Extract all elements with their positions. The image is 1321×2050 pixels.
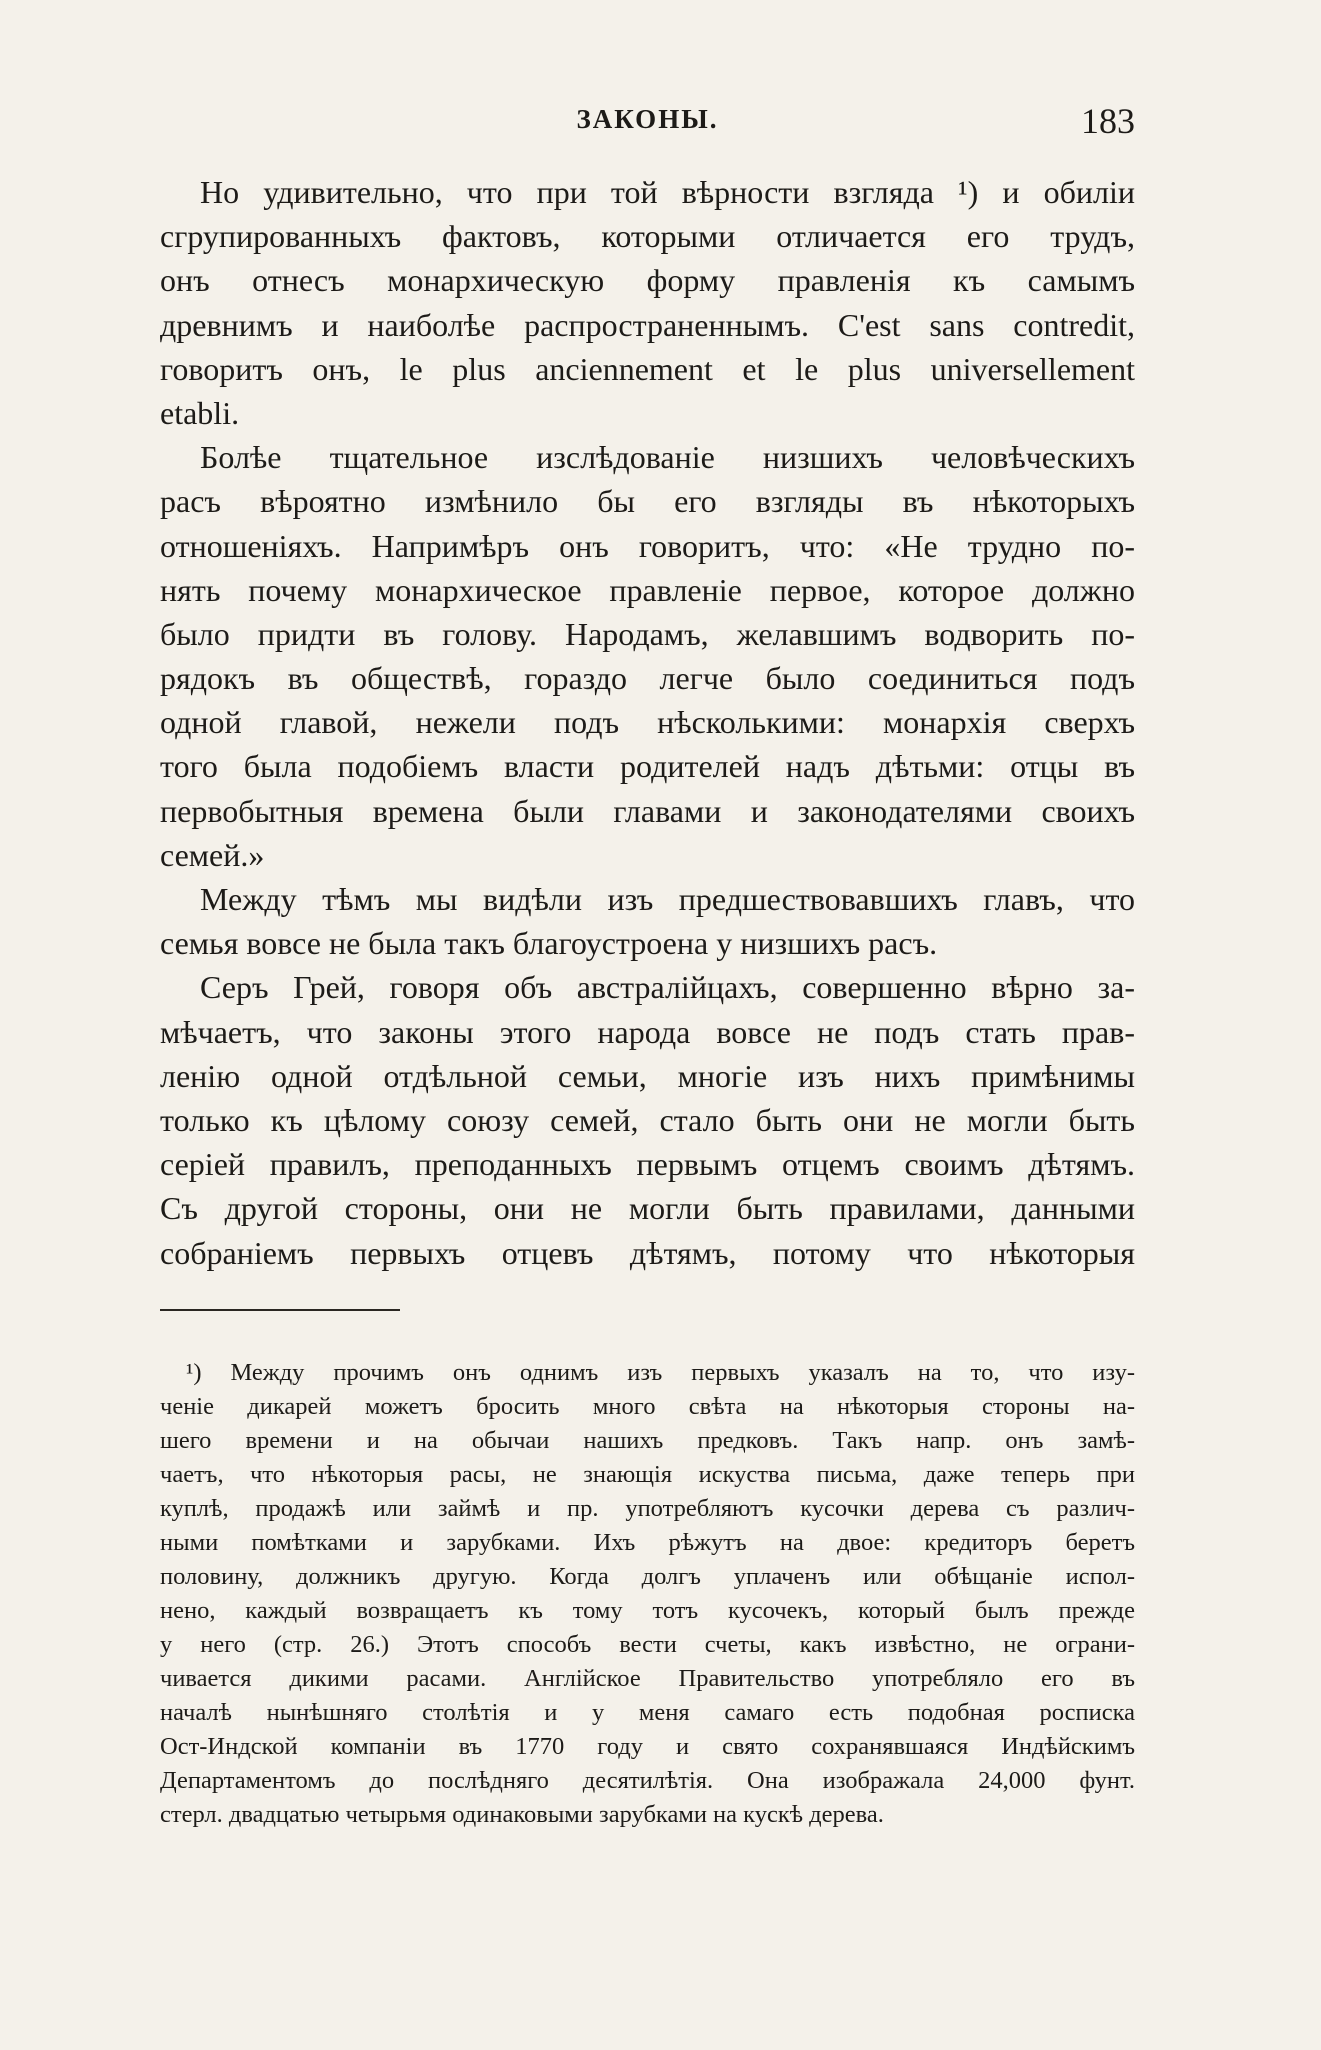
paragraph-4-line: только къ цѣлому союзу семей, стало быть они не могли быть <box>160 1101 1135 1138</box>
footnote-line: ¹) Между прочимъ онъ однимъ изъ первыхъ указалъ на то, что изу- <box>186 1359 1135 1386</box>
paragraph-2-line: расъ вѣроятно измѣнило бы его взгляды въ нѣкоторыхъ <box>160 483 1135 520</box>
paragraph-2-line: было придти въ голову. Народамъ, желавшимъ водворить по- <box>160 615 1135 652</box>
paragraph-2-line: того была подобіемъ власти родителей надъ дѣтьми: отцы въ <box>160 748 1135 785</box>
paragraph-2-line: нять почему монархическое правленіе первое, которое должно <box>160 571 1135 608</box>
paragraph-1-line: сгрупированныхъ фактовъ, которыми отличается его трудъ, <box>160 218 1135 255</box>
paragraph-1-line: Но удивительно, что при той вѣрности взгляда ¹) и обиліи <box>200 174 1135 210</box>
footnote-line: ченіе дикарей можетъ бросить много свѣта на нѣкоторыя стороны на- <box>160 1393 1135 1420</box>
footnote-line: у него (стр. 26.) Этотъ способъ вести счеты, какъ извѣстно, не ограни- <box>160 1631 1135 1658</box>
paragraph-1-line: древнимъ и наиболѣе распространеннымъ. C'est sans contredit, <box>160 306 1135 343</box>
paragraph-2-line: одной главой, нежели подъ нѣсколькими: монархія сверхъ <box>160 704 1135 741</box>
paragraph-4-line: мѣчаетъ, что законы этого народа вовсе не подъ стать прав- <box>160 1013 1135 1050</box>
footnote <box>160 1356 1135 1832</box>
running-head <box>160 100 1135 144</box>
footnote-line: куплѣ, продажѣ или займѣ и пр. употребляютъ кусочки дерева съ различ- <box>160 1495 1135 1522</box>
paragraph-4-line: ленію одной отдѣльной семьи, многіе изъ нихъ примѣнимы <box>160 1057 1135 1094</box>
footnote-line: шего времени и на обычаи нашихъ предковъ. Такъ напр. онъ замѣ- <box>160 1427 1135 1454</box>
running-title: ЗАКОНЫ. <box>576 104 719 134</box>
paragraph-3-line: семья вовсе не была такъ благоустроена у низшихъ расъ. <box>160 925 938 962</box>
paragraph-4-line: собраніемъ первыхъ отцевъ дѣтямъ, потому что нѣкоторыя <box>160 1234 1135 1271</box>
footnote-line: ными помѣтками и зарубками. Ихъ рѣжутъ на двое: кредиторъ беретъ <box>160 1529 1135 1556</box>
footnote-line: половину, должникъ другую. Когда долгъ уплаченъ или обѣщаніе испол- <box>160 1563 1135 1590</box>
paragraph-1-line: говоритъ онъ, le plus anciennement et le plus universellement <box>160 350 1135 387</box>
paragraph-4-line: серіей правилъ, преподанныхъ первымъ отцемъ своимъ дѣтямъ. <box>160 1146 1135 1183</box>
paragraph-2-line: Болѣе тщательное изслѣдованіе низшихъ человѣческихъ <box>200 439 1135 476</box>
footnote-line: чивается дикими расами. Англійское Правительство употребляло его въ <box>160 1665 1135 1692</box>
footnote-divider <box>160 1309 400 1311</box>
paragraph-1-line: онъ отнесъ монархическую форму правленія къ самымъ <box>160 262 1135 299</box>
paragraph-2-line: первобытныя времена были главами и законодателями своихъ <box>160 792 1135 829</box>
paragraph-4-line: Серъ Грей, говоря объ австралійцахъ, совершенно вѣрно за- <box>200 969 1135 1006</box>
page-number: 183 <box>1081 101 1135 141</box>
footnote-line: стерл. двадцатью четырьмя одинаковыми зарубками на кускѣ дерева. <box>160 1801 884 1828</box>
paragraph-3-line: Между тѣмъ мы видѣли изъ предшествовавшихъ главъ, что <box>200 881 1135 917</box>
paragraph-2-line: семей.» <box>160 836 265 873</box>
paragraph-4-line: Съ другой стороны, они не могли быть правилами, данными <box>160 1190 1135 1227</box>
footnote-line: чаетъ, что нѣкоторыя расы, не знающія искуства письма, даже теперь при <box>160 1461 1135 1488</box>
footnote-line: Ост-Индской компаніи въ 1770 году и свято сохранявшаяся Индѣйскимъ <box>160 1733 1135 1760</box>
main-text <box>160 170 1135 1275</box>
paragraph-2-line: отношеніяхъ. Напримѣръ онъ говоритъ, что: «Не трудно по- <box>160 527 1135 564</box>
footnote-line: нено, каждый возвращаетъ къ тому тотъ кусочекъ, который былъ прежде <box>160 1597 1135 1624</box>
footnote-line: началѣ нынѣшняго столѣтія и у меня самаго есть подобная росписка <box>160 1699 1135 1726</box>
footnote-line: Департаментомъ до послѣдняго десятилѣтія. Она изображала 24,000 фунт. <box>160 1767 1135 1794</box>
paragraph-2-line: рядокъ въ обществѣ, гораздо легче было соединиться подъ <box>160 660 1135 697</box>
paragraph-1-line: etabli. <box>160 394 240 431</box>
